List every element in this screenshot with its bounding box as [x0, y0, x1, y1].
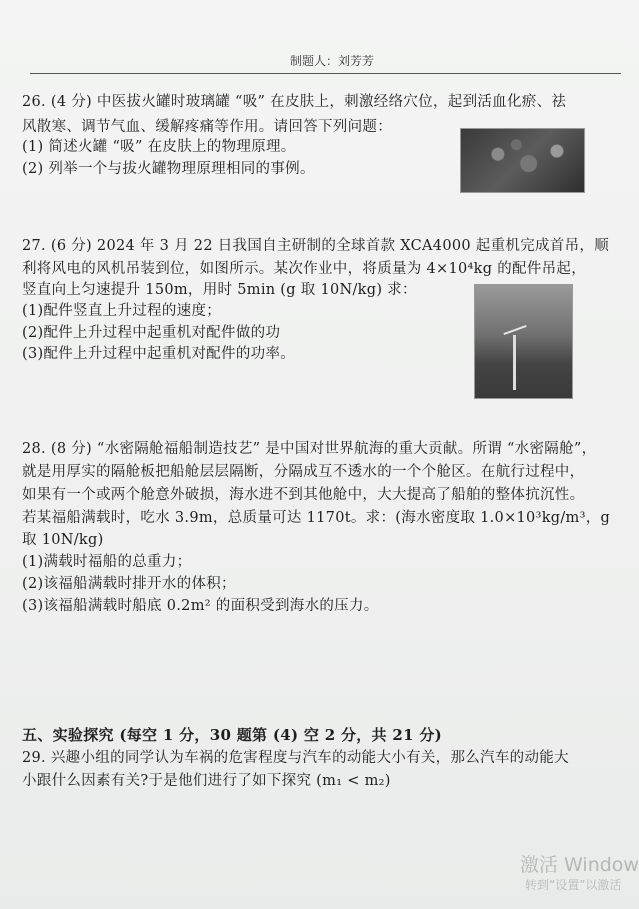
header-divider	[30, 73, 621, 74]
crane-tower	[513, 335, 516, 390]
setter-label: 制题人：刘芳芳	[290, 54, 375, 68]
q27-line-6: (3)配件上升过程中起重机对配件的功率。	[22, 346, 296, 362]
q29-line-2: 小跟什么因素有关?于是他们进行了如下探究 (m₁ < m₂)	[22, 773, 391, 789]
q26-line-4: (2) 列举一个与拔火罐物理原理相同的事例。	[22, 161, 315, 177]
q28-line-8: (3)该福船满载时船底 0.2m² 的面积受到海水的压力。	[22, 598, 379, 614]
q28-line-1: 28. (8 分) “水密隔舱福船制造技艺” 是中国对世界航海的重大贡献。所谓 “水密隔舱”，	[22, 441, 597, 457]
q28-line-6: (1)满载时福船的总重力；	[22, 554, 192, 570]
cupping-photo	[460, 128, 585, 193]
q26-line-2: 风散寒、调节气血、缓解疼痛等作用。请回答下列问题：	[22, 119, 392, 135]
section-5-title: 五、实验探究 (每空 1 分，30 题第 (4) 空 2 分，共 21 分)	[22, 726, 443, 744]
q26-line-3: (1) 简述火罐 “吸” 在皮肤上的物理原理。	[22, 139, 296, 155]
q28-line-2: 就是用厚实的隔舱板把船舱层层隔断，分隔成互不透水的一个个舱区。在航行过程中，	[22, 464, 585, 480]
q27-line-4: (1)配件竖直上升过程的速度；	[22, 303, 222, 319]
turbine-blade	[503, 325, 526, 335]
q28-line-5: 取 10N/kg)	[22, 532, 104, 548]
q27-line-2: 利将风电的风机吊装到位，如图所示。某次作业中，将质量为 4×10⁴kg 的配件吊起，	[22, 261, 587, 277]
q28-line-7: (2)该福船满载时排开水的体积；	[22, 576, 236, 592]
q28-line-3: 如果有一个或两个舱意外破损，海水进不到其他舱中，大大提高了船舶的整体抗沉性。	[22, 487, 585, 503]
activation-watermark-title: 激活 Window	[520, 854, 639, 876]
q27-line-1: 27. (6 分) 2024 年 3 月 22 日我国自主研制的全球首款 XCA4000 起重机完成首吊，顺	[22, 238, 610, 254]
q27-line-3: 竖直向上匀速提升 150m，用时 5min (g 取 10N/kg) 求：	[22, 282, 417, 298]
activation-watermark-subtitle: 转到“设置”以激活	[525, 878, 622, 892]
q28-line-4: 若某福船满载时，吃水 3.9m，总质量可达 1170t。求：(海水密度取 1.0×10³kg/m³，g	[22, 510, 611, 526]
q27-line-5: (2)配件上升过程中起重机对配件做的功	[22, 325, 281, 341]
q26-line-1: 26. (4 分) 中医拔火罐时玻璃罐 “吸” 在皮肤上，刺激经络穴位，起到活血化瘀、祛	[22, 94, 567, 110]
q29-line-1: 29. 兴趣小组的同学认为车祸的危害程度与汽车的动能大小有关，那么汽车的动能大	[22, 750, 569, 766]
crane-photo	[474, 284, 573, 399]
